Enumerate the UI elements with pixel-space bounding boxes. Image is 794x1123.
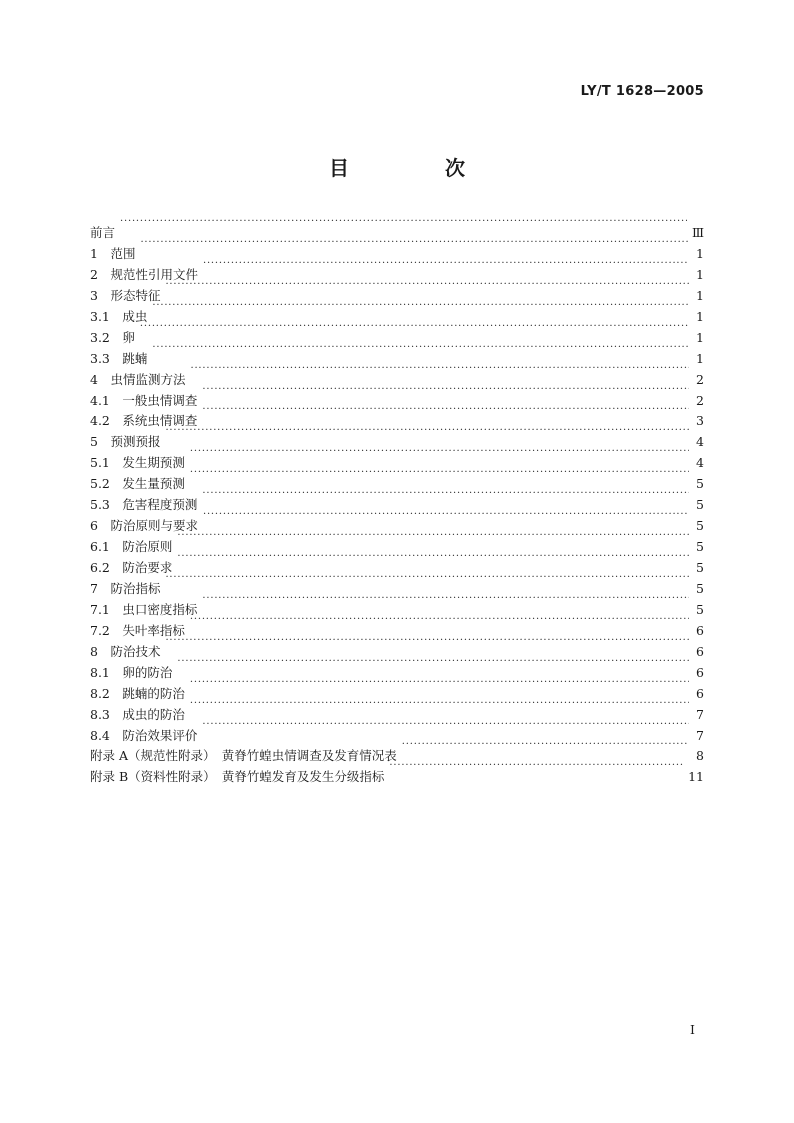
footer-page-number: I (690, 1022, 695, 1037)
toc-entry-label: 3.3 跳蝻 (90, 350, 148, 366)
toc-entry-label: 5.1 发生期预测 (90, 455, 185, 471)
toc-entry-page: 1 (696, 350, 704, 366)
toc-entry-label: 8.4 防治效果评价 (90, 727, 198, 743)
toc-entry-label: 7.1 虫口密度指标 (90, 601, 198, 617)
toc-entry[interactable] (90, 594, 704, 615)
toc-entry-page: 7 (696, 727, 704, 743)
toc-entry-label: 7.2 失叶率指标 (90, 622, 185, 638)
toc-leader-dots (177, 657, 689, 677)
toc-entry-page: 11 (688, 769, 704, 785)
toc-entry[interactable] (90, 678, 704, 699)
toc-entry[interactable] (90, 573, 704, 594)
toc-entry-page: 6 (696, 643, 704, 659)
toc-leader-dots (177, 552, 689, 572)
toc-entry[interactable] (90, 636, 704, 657)
toc-leader-dots (402, 740, 689, 760)
toc-entry[interactable] (90, 322, 704, 343)
toc-entry-label: 3 形态特征 (90, 287, 161, 303)
toc-entry-label: 4.1 一般虫情调查 (90, 392, 198, 408)
toc-entry[interactable] (90, 301, 704, 322)
toc-entry-page: 1 (696, 266, 704, 282)
toc-entry-page: 1 (696, 308, 704, 324)
toc-leader-dots (202, 385, 689, 405)
toc-entry[interactable] (90, 280, 704, 301)
toc-leader-dots (165, 280, 689, 300)
toc-entry-label: 3.2 卵 (90, 329, 135, 345)
toc-entry-label: 5 预测预报 (90, 434, 161, 450)
toc-entry-label: 6.2 防治要求 (90, 560, 173, 575)
toc-entry-page: 2 (696, 371, 704, 387)
toc-entry-page: 5 (696, 539, 704, 555)
toc-entry-label: 6.1 防治原则 (90, 539, 173, 555)
toc-entry-page: 5 (696, 560, 704, 575)
toc-entry[interactable] (90, 364, 704, 385)
toc-entry-label: 5.3 危害程度预测 (90, 497, 198, 513)
toc-entry-page: 6 (696, 664, 704, 680)
toc-entry[interactable] (90, 447, 704, 471)
toc-entry-page: 5 (696, 601, 704, 617)
toc-entry[interactable] (90, 657, 704, 678)
toc-entry-label: 4.2 系统虫情调查 (90, 413, 198, 429)
toc-entry[interactable] (90, 531, 704, 555)
table-of-contents (90, 217, 704, 785)
toc-entry-page: 7 (696, 706, 704, 722)
toc-leader-dots (190, 468, 689, 488)
toc-entry-label: 1 范围 (90, 245, 136, 261)
toc-entry-page: Ⅲ (691, 225, 704, 240)
toc-entry-label: 4 虫情监测方法 (90, 371, 186, 387)
page-title: 目 次 (329, 156, 503, 180)
toc-leader-dots (152, 343, 689, 363)
toc-leader-dots (165, 573, 689, 593)
toc-entry-page: 6 (696, 685, 704, 701)
toc-entry-label: 8 防治技术 (90, 643, 161, 659)
toc-leader-dots (190, 447, 689, 467)
toc-leader-dots (165, 636, 689, 656)
toc-leader-dots (190, 678, 689, 698)
toc-entry-label: 附录 A（规范性附录） 黄脊竹蝗虫情调查及发育情况表 (90, 748, 397, 764)
toc-entry[interactable] (90, 426, 704, 450)
toc-leader-dots (202, 720, 689, 740)
toc-entry-page: 5 (696, 518, 704, 534)
toc-leader-dots (190, 615, 689, 635)
toc-leader-dots (203, 510, 689, 530)
toc-leader-dots (190, 364, 689, 384)
toc-leader-dots (203, 259, 689, 279)
toc-entry-label: 8.1 卵的防治 (90, 664, 173, 680)
toc-leader-dots (202, 594, 689, 614)
toc-entry-page: 6 (696, 622, 704, 638)
toc-entry[interactable] (90, 552, 704, 573)
toc-leader-dots (190, 699, 689, 719)
toc-entry-label: 2 规范性引用文件 (90, 266, 198, 282)
toc-entry-label: 6 防治原则与要求 (90, 518, 198, 534)
toc-entry-page: 2 (696, 392, 704, 408)
toc-entry-page: 8 (696, 748, 704, 764)
toc-entry-page: 5 (696, 497, 704, 513)
toc-entry[interactable] (90, 217, 704, 238)
toc-entry-label: 8.3 成虫的防治 (90, 706, 185, 722)
toc-leader-dots (165, 426, 689, 446)
toc-entry[interactable] (90, 259, 704, 280)
toc-leader-dots (140, 238, 689, 258)
toc-entry-page: 5 (696, 476, 704, 492)
toc-leader-dots (202, 489, 689, 509)
toc-entry-label: 附录 B（资料性附录） 黄脊竹蝗发育及发生分级指标 (90, 769, 385, 785)
standard-code: LY/T 1628—2005 (580, 84, 704, 99)
toc-entry-label: 5.2 发生量预测 (90, 476, 185, 492)
toc-entry-page: 1 (696, 245, 704, 261)
toc-leader-dots (120, 217, 687, 237)
toc-entry-page: 3 (696, 413, 704, 429)
toc-entry[interactable] (90, 238, 704, 259)
toc-leader-dots (177, 531, 689, 551)
toc-entry-label: 8.2 跳蝻的防治 (90, 685, 185, 701)
toc-entry-page: 1 (696, 329, 704, 345)
toc-entry-page: 5 (696, 580, 704, 596)
toc-entry-label: 3.1 成虫 (90, 308, 148, 324)
toc-entry[interactable] (90, 343, 704, 364)
toc-entry-page: 4 (696, 434, 704, 450)
toc-leader-dots (140, 322, 689, 342)
toc-leader-dots (152, 301, 689, 321)
toc-leader-dots (202, 405, 689, 425)
toc-leader-dots (389, 761, 683, 781)
toc-entry-label: 7 防治指标 (90, 580, 161, 596)
toc-entry-page: 1 (696, 287, 704, 303)
toc-entry-label: 前言 (90, 225, 116, 240)
toc-entry-page: 4 (696, 455, 704, 471)
